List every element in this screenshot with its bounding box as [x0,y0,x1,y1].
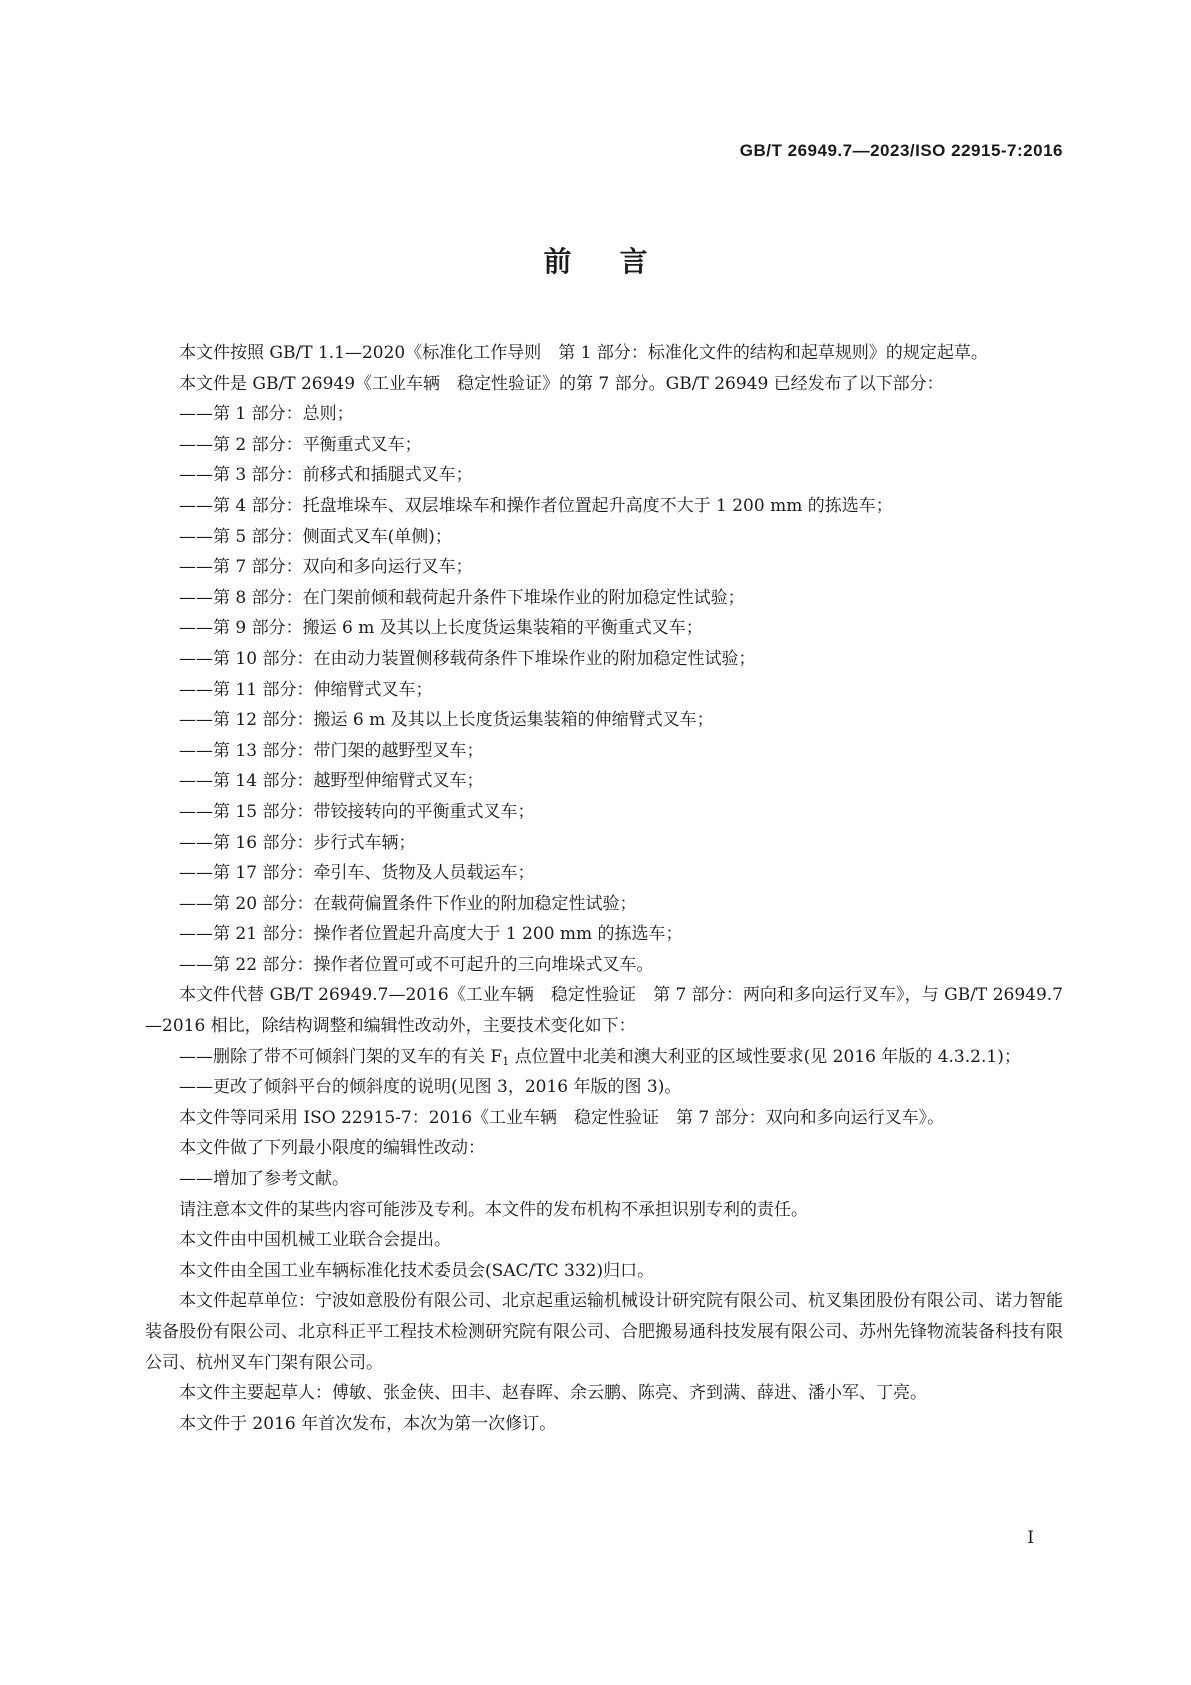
list-item [179,828,1063,859]
list-dash: —— [179,863,213,884]
list-item-text: 第 3 部分：前移式和插腿式叉车； [213,465,473,486]
list-dash: —— [179,801,213,822]
change-text-end: 点位置中北美和澳大利亚的区域性要求(见 2016 年版的 4.3.2.1)； [509,1046,1021,1067]
list-dash: —— [179,832,213,853]
paragraph-edits: 本文件做了下列最小限度的编辑性改动： [179,1138,485,1159]
parts-list [145,399,1063,980]
paragraph-proposer: 本文件由中国机械工业联合会提出。 [179,1230,451,1251]
list-dash: —— [179,740,213,761]
paragraph-adoption: 本文件等同采用 ISO 22915-7：2016《工业车辆 稳定性验证 第 7 部分：双向和多向运行叉车》。 [179,1107,945,1128]
list-item [179,460,1063,491]
list-item [179,766,1063,797]
list-item [179,889,1063,920]
list-dash: —— [179,495,213,516]
list-item-text: 第 8 部分：在门架前倾和载荷起升条件下堆垛作业的附加稳定性试验； [213,587,745,608]
list-item [179,522,1063,553]
list-dash: —— [179,434,213,455]
list-item-text: 第 21 部分：操作者位置起升高度大于 1 200 mm 的拣选车； [213,924,683,945]
list-item-text: 更改了倾斜平台的倾斜度的说明(见图 3，2016 年版的图 3)。 [213,1077,682,1098]
list-item-text: 第 16 部分：步行式车辆； [213,832,416,853]
list-dash: —— [179,404,213,425]
list-dash: —— [179,587,213,608]
list-item [179,491,1063,522]
list-dash: —— [179,465,213,486]
list-item [179,950,1063,981]
list-item [179,736,1063,767]
list-item-text: 第 9 部分：搬运 6 m 及其以上长度货运集装箱的平衡重式叉车； [213,618,703,639]
paragraph-history: 本文件于 2016 年首次发布，本次为第一次修订。 [179,1413,557,1434]
standard-code: GB/T 26949.7—2023/ISO 22915-7:2016 [739,141,1063,160]
list-item-text: 第 20 部分：在载荷偏置条件下作业的附加稳定性试验； [213,893,637,914]
change-text-start: 删除了带不可倾斜门架的叉车的有关 F [213,1046,503,1067]
list-item [179,1072,1063,1103]
paragraph-series-intro: 本文件是 GB/T 26949《工业车辆 稳定性验证》的第 7 部分。GB/T 26949 已经发布了以下部分： [179,373,944,394]
list-dash: —— [179,893,213,914]
list-item [179,705,1063,736]
list-dash: —— [179,557,213,578]
list-dash: —— [179,526,213,547]
subscript: 1 [502,1054,510,1068]
list-dash: —— [179,1169,213,1190]
list-item-text: 第 14 部分：越野型伸缩臂式叉车； [213,771,484,792]
list-item [179,399,1063,430]
list-item-text: 第 11 部分：伸缩臂式叉车； [213,679,433,700]
paragraph-patent-notice: 请注意本文件的某些内容可能涉及专利。本文件的发布机构不承担识别专利的责任。 [179,1199,808,1220]
page-number: I [1027,1528,1034,1548]
list-dash: —— [179,648,213,669]
list-item-text: 第 1 部分：总则； [213,404,354,425]
list-item-text: 第 13 部分：带门架的越野型叉车； [213,740,484,761]
list-item-text: 第 17 部分：牵引车、货物及人员载运车； [213,863,535,884]
foreword-body [145,338,1063,1439]
list-dash: —— [179,954,213,975]
list-item [179,583,1063,614]
changes-list [145,1042,1063,1103]
list-item [179,919,1063,950]
paragraph-drafting-units: 本文件起草单位：宁波如意股份有限公司、北京起重运输机械设计研究院有限公司、杭叉集团股份有限公司、诺力智能装备股份有限公司、北京科正平工程技术检测研究院有限公司、合肥搬易通科技发展有限公司、苏州先锋物流装备科技有限公司、杭州叉车门架有限公司。 [145,1291,1063,1373]
list-dash: —— [179,924,213,945]
list-item-text: 第 4 部分：托盘堆垛车、双层堆垛车和操作者位置起升高度不大于 1 200 mm 的拣选车； [213,495,893,516]
paragraph-replacement: 本文件代替 GB/T 26949.7—2016《工业车辆 稳定性验证 第 7 部分：两向和多向运行叉车》，与 GB/T 26949.7—2016 相比，除结构调整和编辑性改动外，主要技术变化如下： [145,985,1063,1037]
list-dash: —— [179,618,213,639]
list-item [179,858,1063,889]
list-dash: —— [179,1046,213,1067]
list-item-text: 第 12 部分：搬运 6 m 及其以上长度货运集装箱的伸缩臂式叉车； [213,710,714,731]
list-item-text: 第 10 部分：在由动力装置侧移载荷条件下堆垛作业的附加稳定性试验； [213,648,756,669]
list-dash: —— [179,710,213,731]
list-item [179,644,1063,675]
list-item [179,797,1063,828]
list-item [179,430,1063,461]
list-item-text: 第 22 部分：操作者位置可或不可起升的三向堆垛式叉车。 [213,954,654,975]
list-dash: —— [179,1077,213,1098]
paragraph-drafters: 本文件主要起草人：傅敏、张金侠、田丰、赵春晖、余云鹏、陈亮、齐到满、薛进、潘小军、丁亮。 [179,1383,927,1404]
list-item-text: 第 5 部分：侧面式叉车(单侧)； [213,526,452,547]
list-item-text: 第 7 部分：双向和多向运行叉车； [213,557,473,578]
list-item [179,1042,1063,1073]
paragraph-technical-committee: 本文件由全国工业车辆标准化技术委员会(SAC/TC 332)归口。 [179,1260,655,1281]
paragraph-drafting-rules: 本文件按照 GB/T 1.1—2020《标准化工作导则 第 1 部分：标准化文件的结构和起草规则》的规定起草。 [179,343,988,363]
page-title: 前言 [543,245,696,278]
list-item-text: 第 2 部分：平衡重式叉车； [213,434,422,455]
list-item-text: 第 15 部分：带铰接转向的平衡重式叉车； [213,801,535,822]
list-dash: —— [179,679,213,700]
list-item [179,675,1063,706]
list-dash: —— [179,771,213,792]
list-item [179,1164,1063,1195]
list-item [179,552,1063,583]
list-item-text: 增加了参考文献。 [213,1169,349,1190]
list-item [179,613,1063,644]
